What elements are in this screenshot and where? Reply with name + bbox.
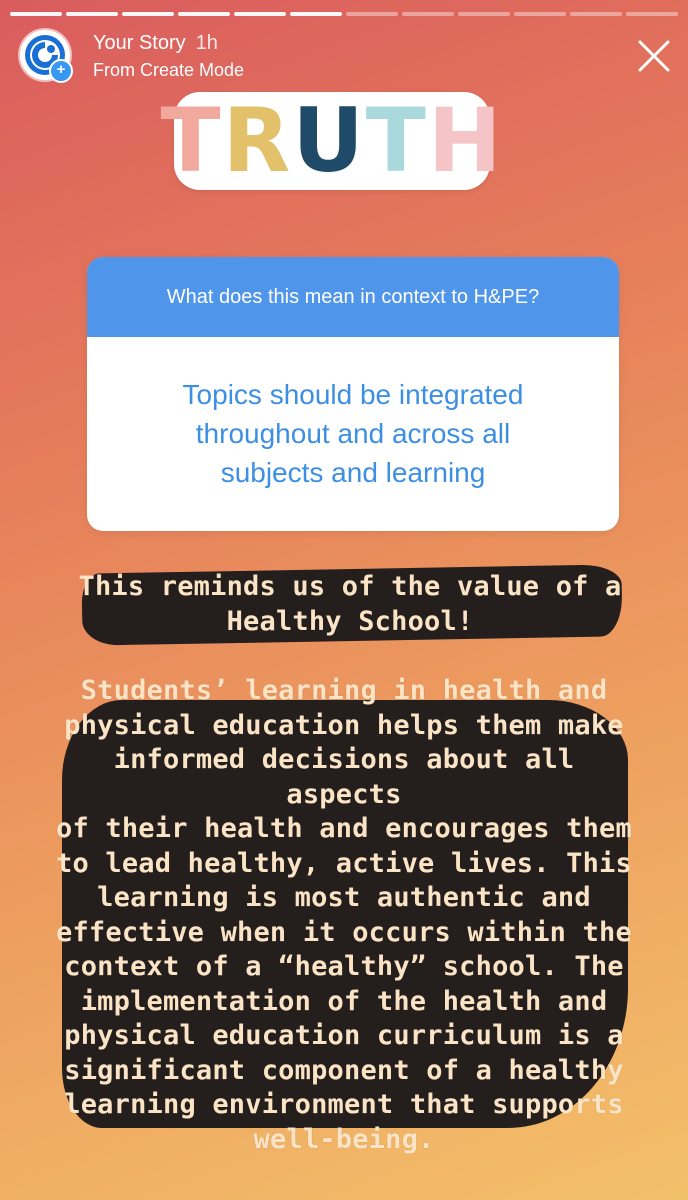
question-sticker[interactable] — [87, 257, 619, 531]
sticker-letter: T — [365, 89, 428, 192]
post-time: 1h — [195, 32, 218, 54]
text-line: well-being. — [253, 1123, 435, 1155]
text-line: to lead healthy, active lives. This — [56, 847, 632, 879]
progress-segment — [178, 12, 230, 16]
text-line: learning is most authentic and — [97, 882, 591, 913]
text-line: physical education curriculum is a — [64, 1020, 624, 1051]
text-line: Students’ learning in health and — [80, 675, 608, 706]
progress-segment — [570, 12, 622, 16]
story-source: From Create Mode — [93, 60, 245, 80]
progress-segment — [402, 12, 454, 16]
answer-line: throughout and across all — [195, 418, 511, 449]
body-text[interactable] — [48, 674, 640, 1157]
progress-segment — [122, 12, 174, 16]
avatar[interactable] — [20, 30, 70, 80]
close-button[interactable] — [634, 36, 674, 76]
text-line: significant component of a healthy — [64, 1054, 624, 1086]
progress-segment — [458, 12, 510, 16]
story-owner[interactable] — [93, 32, 218, 55]
progress-segment — [290, 12, 342, 16]
progress-segment — [10, 12, 62, 16]
question-prompt: What does this mean in context to H&PE? — [87, 257, 619, 337]
answer-line: Topics should be integrated — [182, 379, 524, 410]
text-line: This reminds us of the value of a — [78, 571, 622, 602]
sticker-letter: U — [292, 89, 366, 192]
answer-line: subjects and learning — [220, 457, 486, 488]
text-line: physical education helps them make — [64, 709, 624, 741]
add-story-icon[interactable]: + — [49, 59, 73, 83]
sticker-letter: R — [222, 89, 293, 192]
user-name: Your Story — [93, 32, 186, 54]
truth-sticker[interactable] — [160, 89, 504, 192]
progress-segment — [514, 12, 566, 16]
text-line: implementation of the health and — [80, 985, 608, 1017]
progress-segment — [626, 12, 678, 16]
text-line: Healthy School! — [226, 605, 474, 637]
story-header — [20, 28, 674, 84]
text-line: context of a “healthy” school. The — [64, 951, 624, 982]
text-line: of their health and encourages them — [56, 813, 632, 844]
sticker-letter: H — [427, 89, 504, 192]
text-line: effective when it occurs within the — [56, 916, 632, 948]
progress-segment — [234, 12, 286, 16]
story-progress-bar — [10, 12, 678, 16]
close-icon — [634, 36, 674, 76]
question-answer — [107, 375, 599, 492]
sticker-letter: T — [160, 89, 223, 192]
progress-segment — [346, 12, 398, 16]
progress-segment — [66, 12, 118, 16]
text-line: informed decisions about all aspects — [113, 744, 575, 810]
text-line: learning environment that supports — [64, 1089, 624, 1120]
reminder-text[interactable] — [70, 570, 630, 639]
